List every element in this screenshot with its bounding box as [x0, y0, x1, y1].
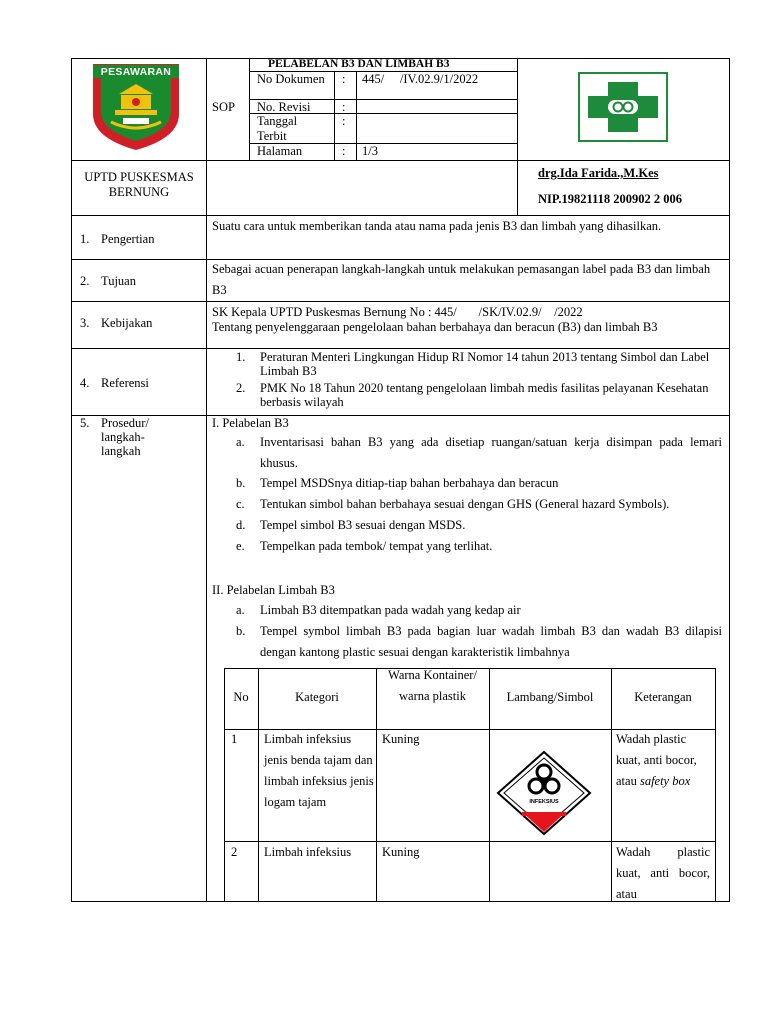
pesawaran-logo — [89, 62, 183, 152]
table-header-lambang: Lambang/Simbol — [506, 690, 594, 704]
signer-nip: NIP.19821118 200902 2 006 — [538, 192, 683, 206]
list-text: Tempel simbol B3 sesuai dengan MSDS. — [260, 518, 466, 532]
sop-label: SOP — [212, 100, 235, 114]
meta-label-halaman: Halaman — [257, 144, 303, 158]
list-item — [212, 473, 722, 494]
section-number: 3. — [80, 316, 90, 330]
meta-label-revisi: No. Revisi — [257, 100, 311, 114]
logo-text: PESAWARAN — [100, 66, 172, 78]
signer-name: drg.Ida Farida.,M.Kes — [538, 166, 659, 180]
meta-value-no-dokumen: 445/ /IV.02.9/1/2022 — [362, 72, 479, 86]
meta-colon: : — [342, 100, 346, 114]
meta-colon: : — [342, 72, 346, 86]
list-item — [212, 350, 712, 378]
row-no: 2 — [231, 845, 238, 859]
list-item — [212, 515, 722, 536]
section-text-tujuan: Sebagai acuan penerapan langkah-langkah untuk melakukan pemasangan label pada B3 dan limbah B3 — [212, 262, 711, 297]
meta-label-no-dokumen: No Dokumen — [257, 72, 325, 86]
section-label-prosedur: Prosedur/ langkah-langkah — [101, 416, 149, 458]
row-no: 1 — [231, 732, 238, 746]
part-title-pelabelan-b3: I. Pelabelan B3 — [212, 416, 289, 430]
referensi-list — [212, 350, 712, 409]
list-item — [212, 536, 722, 557]
table-header-keterangan: Keterangan — [634, 690, 692, 704]
puskesmas-logo — [578, 72, 668, 146]
row-kategori: Limbah infeksius — [264, 845, 352, 859]
list-text: Tentukan simbol bahan berbahaya sesuai dengan GHS (General hazard Symbols). — [260, 497, 670, 511]
list-text: Peraturan Menteri Lingkungan Hidup RI Nomor 14 tahun 2013 tentang Simbol dan Label Limbah B3 — [260, 350, 710, 378]
meta-label-tanggal: Tanggal Terbit — [257, 114, 298, 143]
biohazard-infeksius-symbol — [496, 750, 592, 840]
section-number: 4. — [80, 376, 90, 390]
document-title: PELABELAN B3 DAN LIMBAH B3 — [268, 58, 450, 70]
section-number: 2. — [80, 274, 90, 288]
section-text-pengertian: Suatu cara untuk memberikan tanda atau nama pada jenis B3 dan limbah yang dihasilkan. — [212, 219, 662, 233]
list-item — [212, 432, 722, 474]
pelabelan-limbah-steps — [212, 600, 722, 663]
part-title-pelabelan-limbah-b3: II. Pelabelan Limbah B3 — [212, 583, 335, 597]
list-item — [212, 600, 722, 621]
list-item — [212, 494, 722, 515]
row-keterangan-text: Wadah plastic kuat, anti bocor, atau — [616, 732, 697, 788]
list-marker: 1. — [236, 350, 246, 364]
list-text: PMK No 18 Tahun 2020 tentang pengelolaan limbah medis fasilitas pelayanan Kesehatan berbasis wilayah — [260, 381, 709, 409]
list-item — [212, 621, 722, 663]
meta-value-halaman: 1/3 — [362, 144, 378, 158]
list-text: Inventarisasi bahan B3 yang ada disetiap ruangan/satuan kerja disimpan pada lemari khusus. — [260, 435, 722, 470]
section-number: 1. — [80, 232, 90, 246]
list-marker: e. — [236, 539, 245, 553]
table-header-kategori: Kategori — [295, 690, 339, 704]
list-text: Tempel symbol limbah B3 pada bagian luar wadah limbah B3 dan wadah B3 dilapisi dengan kantong plastic sesuai dengan karakteristik limbahnya — [260, 624, 722, 659]
row-warna: Kuning — [382, 845, 420, 859]
list-marker: b. — [236, 476, 246, 490]
list-text: Limbah B3 ditempatkan pada wadah yang kedap air — [260, 603, 521, 617]
section-label-pengertian: Pengertian — [101, 232, 155, 246]
table-header-no: No — [233, 690, 249, 704]
section-label-tujuan: Tujuan — [101, 274, 136, 288]
pelabelan-b3-steps — [212, 432, 722, 557]
list-marker: d. — [236, 518, 246, 532]
row-keterangan-italic: safety box — [639, 774, 691, 788]
symbol-label: INFEKSIUS — [529, 799, 559, 805]
section-text-kebijakan-sk: SK Kepala UPTD Puskesmas Bernung No : 445/ /SK/IV.02.9/ /2022 — [212, 305, 583, 319]
section-number: 5. — [80, 416, 90, 430]
list-item — [212, 381, 712, 409]
section-text-kebijakan-tentang: Tentang penyelenggaraan pengelolaan bahan berbahaya dan beracun (B3) dan limbah B3 — [212, 320, 658, 334]
list-marker: a. — [236, 435, 245, 449]
meta-colon: : — [342, 114, 346, 128]
row-keterangan: Wadah plastic kuat, anti bocor, atau — [616, 845, 710, 901]
list-text: Tempelkan pada tembok/ tempat yang terlihat. — [260, 539, 493, 553]
section-label-kebijakan: Kebijakan — [101, 316, 153, 330]
table-header-warna: Warna Kontainer/ warna plastik — [388, 668, 477, 703]
list-text: Tempel MSDSnya ditiap-tiap bahan berbahaya dan beracun — [260, 476, 559, 490]
row-kategori: Limbah infeksius jenis benda tajam dan limbah infeksius jenis logam tajam — [264, 732, 374, 809]
list-marker: a. — [236, 603, 245, 617]
list-marker: c. — [236, 497, 245, 511]
meta-colon: : — [342, 144, 346, 158]
section-label-referensi: Referensi — [101, 376, 149, 390]
organization-name: UPTD PUSKESMAS BERNUNG — [84, 170, 194, 199]
list-marker: b. — [236, 624, 246, 638]
row-keterangan — [616, 729, 712, 792]
list-marker: 2. — [236, 381, 246, 395]
row-warna: Kuning — [382, 732, 420, 746]
